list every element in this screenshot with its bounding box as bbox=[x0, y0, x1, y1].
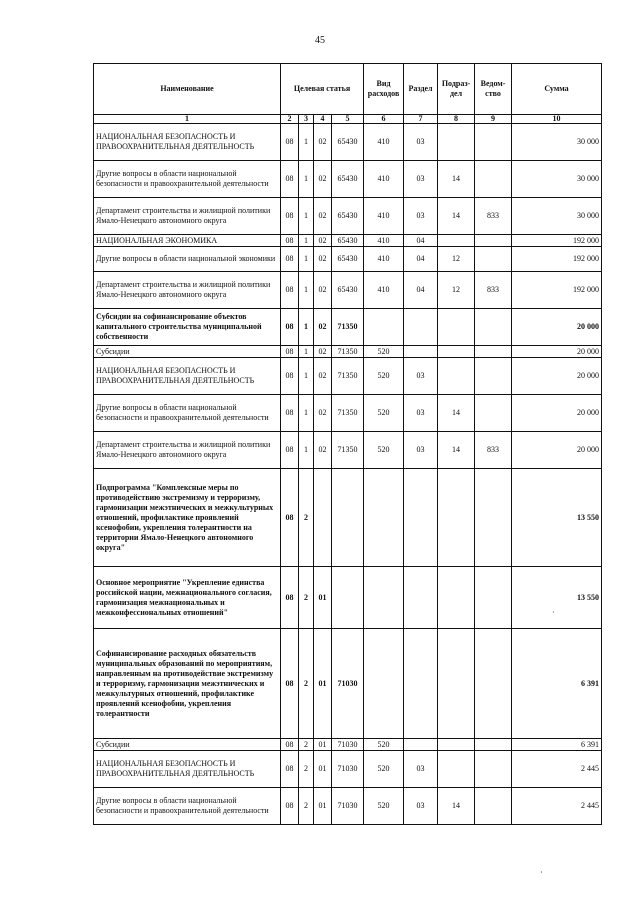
cell-program: 08 bbox=[281, 124, 299, 161]
cell-department: 833 bbox=[475, 198, 512, 235]
column-number-row bbox=[94, 115, 602, 124]
cell-name: Основное мероприятие "Укрепление единства российской нации, межнационального согласия, гармонизация межнациональных и межконфессиональных отношений" bbox=[94, 567, 281, 629]
cell-section: 03 bbox=[404, 198, 438, 235]
column-number: 9 bbox=[475, 115, 512, 124]
cell-measure: 02 bbox=[314, 161, 332, 198]
cell-department bbox=[475, 235, 512, 247]
cell-name: Субсидии bbox=[94, 346, 281, 358]
cell-program: 08 bbox=[281, 432, 299, 469]
column-number: 7 bbox=[404, 115, 438, 124]
cell-program: 08 bbox=[281, 469, 299, 567]
cell-subprogram: 1 bbox=[299, 432, 314, 469]
cell-section: 03 bbox=[404, 395, 438, 432]
cell-direction: 65430 bbox=[332, 272, 364, 309]
table-row bbox=[94, 395, 602, 432]
cell-measure: 02 bbox=[314, 346, 332, 358]
cell-measure: 02 bbox=[314, 358, 332, 395]
cell-measure: 01 bbox=[314, 567, 332, 629]
cell-kind: 520 bbox=[364, 432, 404, 469]
cell-section: 03 bbox=[404, 432, 438, 469]
cell-section: 03 bbox=[404, 788, 438, 825]
header-kind: Вид расходов bbox=[364, 64, 404, 115]
cell-name: Другие вопросы в области национальной безопасности и правоохранительной деятельности bbox=[94, 161, 281, 198]
cell-name: НАЦИОНАЛЬНАЯ БЕЗОПАСНОСТЬ И ПРАВООХРАНИТЕЛЬНАЯ ДЕЯТЕЛЬНОСТЬ bbox=[94, 358, 281, 395]
cell-section bbox=[404, 739, 438, 751]
cell-sum: 30 000 bbox=[512, 161, 602, 198]
cell-kind: 410 bbox=[364, 272, 404, 309]
cell-department bbox=[475, 739, 512, 751]
cell-kind bbox=[364, 469, 404, 567]
cell-subsection: 14 bbox=[438, 432, 475, 469]
column-number: 3 bbox=[299, 115, 314, 124]
table-row bbox=[94, 788, 602, 825]
budget-table bbox=[93, 63, 602, 825]
cell-direction bbox=[332, 469, 364, 567]
cell-kind: 410 bbox=[364, 247, 404, 272]
table-row bbox=[94, 629, 602, 739]
cell-subsection bbox=[438, 346, 475, 358]
cell-section bbox=[404, 346, 438, 358]
cell-direction: 71350 bbox=[332, 309, 364, 346]
cell-subprogram: 2 bbox=[299, 739, 314, 751]
cell-section: 04 bbox=[404, 247, 438, 272]
cell-kind bbox=[364, 629, 404, 739]
cell-program: 08 bbox=[281, 346, 299, 358]
cell-subsection bbox=[438, 739, 475, 751]
cell-name: НАЦИОНАЛЬНАЯ ЭКОНОМИКА bbox=[94, 235, 281, 247]
header-target: Целевая статья bbox=[281, 64, 364, 115]
cell-program: 08 bbox=[281, 235, 299, 247]
cell-section: 04 bbox=[404, 235, 438, 247]
cell-subprogram: 2 bbox=[299, 567, 314, 629]
cell-sum: 13 550 bbox=[512, 567, 602, 629]
cell-program: 08 bbox=[281, 247, 299, 272]
cell-measure: 01 bbox=[314, 739, 332, 751]
cell-program: 08 bbox=[281, 739, 299, 751]
header-sum: Сумма bbox=[512, 64, 602, 115]
cell-kind: 520 bbox=[364, 788, 404, 825]
cell-direction: 65430 bbox=[332, 198, 364, 235]
cell-program: 08 bbox=[281, 358, 299, 395]
cell-name: НАЦИОНАЛЬНАЯ БЕЗОПАСНОСТЬ И ПРАВООХРАНИТЕЛЬНАЯ ДЕЯТЕЛЬНОСТЬ bbox=[94, 751, 281, 788]
column-number: 5 bbox=[332, 115, 364, 124]
table-row bbox=[94, 309, 602, 346]
cell-section bbox=[404, 469, 438, 567]
header-section: Раздел bbox=[404, 64, 438, 115]
cell-kind: 520 bbox=[364, 358, 404, 395]
cell-direction: 71350 bbox=[332, 395, 364, 432]
table-row bbox=[94, 198, 602, 235]
table-row bbox=[94, 124, 602, 161]
cell-direction: 71030 bbox=[332, 751, 364, 788]
table-row bbox=[94, 235, 602, 247]
header-department: Ведом-ство bbox=[475, 64, 512, 115]
cell-direction: 65430 bbox=[332, 124, 364, 161]
cell-subprogram: 2 bbox=[299, 469, 314, 567]
cell-program: 08 bbox=[281, 751, 299, 788]
cell-program: 08 bbox=[281, 309, 299, 346]
cell-name: Софинансирование расходных обязательств муниципальных образований по мероприятиям, направленным на противодействие экстремизму и терроризму, гармонизации межэтнических и межкультурных отношений, профилактике проявлений ксенофобии, укрепления толерантности bbox=[94, 629, 281, 739]
cell-kind: 410 bbox=[364, 124, 404, 161]
cell-name: Подпрограмма "Комплексные меры по противодействию экстремизму и терроризму, гармонизации межэтнических и межкультурных отношений, профилактике проявлений ксенофобии, укрепления толерантности на территории Ямало-Ненецкого автономного округа" bbox=[94, 469, 281, 567]
cell-kind bbox=[364, 567, 404, 629]
cell-subprogram: 2 bbox=[299, 788, 314, 825]
column-number: 4 bbox=[314, 115, 332, 124]
cell-subsection: 14 bbox=[438, 788, 475, 825]
cell-kind: 410 bbox=[364, 235, 404, 247]
cell-section: 03 bbox=[404, 358, 438, 395]
cell-subsection bbox=[438, 469, 475, 567]
cell-measure: 01 bbox=[314, 629, 332, 739]
cell-direction: 65430 bbox=[332, 247, 364, 272]
cell-kind: 520 bbox=[364, 346, 404, 358]
cell-subprogram: 1 bbox=[299, 247, 314, 272]
cell-measure: 02 bbox=[314, 272, 332, 309]
cell-subsection bbox=[438, 629, 475, 739]
cell-department bbox=[475, 161, 512, 198]
cell-name: Департамент строительства и жилищной политики Ямало-Ненецкого автономного округа bbox=[94, 198, 281, 235]
cell-program: 08 bbox=[281, 567, 299, 629]
column-number: 6 bbox=[364, 115, 404, 124]
cell-sum: 6 391 bbox=[512, 629, 602, 739]
cell-subprogram: 1 bbox=[299, 198, 314, 235]
cell-subsection bbox=[438, 567, 475, 629]
cell-kind: 520 bbox=[364, 739, 404, 751]
cell-subprogram: 1 bbox=[299, 346, 314, 358]
cell-name: Департамент строительства и жилищной политики Ямало-Ненецкого автономного округа bbox=[94, 272, 281, 309]
cell-subsection bbox=[438, 309, 475, 346]
cell-program: 08 bbox=[281, 788, 299, 825]
cell-subsection bbox=[438, 751, 475, 788]
cell-section: 03 bbox=[404, 751, 438, 788]
header-subsection: Подраз-дел bbox=[438, 64, 475, 115]
cell-section bbox=[404, 629, 438, 739]
table-row bbox=[94, 739, 602, 751]
column-number: 1 bbox=[94, 115, 281, 124]
cell-name: Другие вопросы в области национальной безопасности и правоохранительной деятельности bbox=[94, 395, 281, 432]
table-row bbox=[94, 272, 602, 309]
cell-direction bbox=[332, 567, 364, 629]
scan-dot: · bbox=[540, 868, 543, 877]
cell-subsection bbox=[438, 124, 475, 161]
cell-direction: 71350 bbox=[332, 358, 364, 395]
page-number: 45 bbox=[315, 35, 325, 46]
cell-measure: 01 bbox=[314, 751, 332, 788]
cell-department bbox=[475, 124, 512, 161]
cell-direction: 65430 bbox=[332, 161, 364, 198]
cell-direction: 71030 bbox=[332, 739, 364, 751]
column-number: 10 bbox=[512, 115, 602, 124]
cell-program: 08 bbox=[281, 198, 299, 235]
cell-direction: 71030 bbox=[332, 788, 364, 825]
cell-direction: 71350 bbox=[332, 346, 364, 358]
cell-subprogram: 1 bbox=[299, 124, 314, 161]
cell-department bbox=[475, 469, 512, 567]
cell-department bbox=[475, 788, 512, 825]
cell-section: 04 bbox=[404, 272, 438, 309]
header-row bbox=[94, 64, 602, 115]
cell-subsection: 14 bbox=[438, 161, 475, 198]
cell-department bbox=[475, 751, 512, 788]
cell-program: 08 bbox=[281, 161, 299, 198]
cell-measure: 01 bbox=[314, 788, 332, 825]
cell-program: 08 bbox=[281, 395, 299, 432]
cell-sum: 20 000 bbox=[512, 309, 602, 346]
cell-department bbox=[475, 567, 512, 629]
cell-sum: 20 000 bbox=[512, 432, 602, 469]
cell-department: 833 bbox=[475, 272, 512, 309]
cell-subsection: 12 bbox=[438, 247, 475, 272]
cell-sum: 2 445 bbox=[512, 751, 602, 788]
cell-subprogram: 2 bbox=[299, 751, 314, 788]
cell-department bbox=[475, 309, 512, 346]
cell-direction: 71350 bbox=[332, 432, 364, 469]
cell-sum: 2 445 bbox=[512, 788, 602, 825]
cell-department bbox=[475, 247, 512, 272]
cell-name: Другие вопросы в области национальной безопасности и правоохранительной деятельности bbox=[94, 788, 281, 825]
table-row bbox=[94, 358, 602, 395]
table-row bbox=[94, 469, 602, 567]
cell-sum: 6 391 bbox=[512, 739, 602, 751]
cell-measure: 02 bbox=[314, 432, 332, 469]
cell-name: Другие вопросы в области национальной экономики bbox=[94, 247, 281, 272]
cell-name: НАЦИОНАЛЬНАЯ БЕЗОПАСНОСТЬ И ПРАВООХРАНИТЕЛЬНАЯ ДЕЯТЕЛЬНОСТЬ bbox=[94, 124, 281, 161]
table-row bbox=[94, 161, 602, 198]
cell-sum: 192 000 bbox=[512, 247, 602, 272]
header-name: Наименование bbox=[94, 64, 281, 115]
cell-department bbox=[475, 629, 512, 739]
cell-sum: 192 000 bbox=[512, 272, 602, 309]
cell-subsection bbox=[438, 235, 475, 247]
cell-department: 833 bbox=[475, 432, 512, 469]
cell-name: Субсидии bbox=[94, 739, 281, 751]
cell-subprogram: 1 bbox=[299, 235, 314, 247]
cell-measure: 02 bbox=[314, 247, 332, 272]
cell-name: Субсидии на софинансирование объектов капитального строительства муниципальной собственности bbox=[94, 309, 281, 346]
cell-subsection bbox=[438, 358, 475, 395]
cell-department bbox=[475, 346, 512, 358]
cell-department bbox=[475, 358, 512, 395]
column-number: 8 bbox=[438, 115, 475, 124]
table-row bbox=[94, 567, 602, 629]
table-row bbox=[94, 346, 602, 358]
cell-department bbox=[475, 395, 512, 432]
cell-measure: 02 bbox=[314, 235, 332, 247]
cell-sum: 30 000 bbox=[512, 124, 602, 161]
cell-kind: 520 bbox=[364, 751, 404, 788]
cell-direction: 65430 bbox=[332, 235, 364, 247]
cell-section: 03 bbox=[404, 161, 438, 198]
scan-dot: · bbox=[552, 608, 555, 617]
cell-section bbox=[404, 567, 438, 629]
cell-sum: 192 000 bbox=[512, 235, 602, 247]
cell-kind bbox=[364, 309, 404, 346]
cell-subsection: 14 bbox=[438, 395, 475, 432]
cell-sum: 20 000 bbox=[512, 358, 602, 395]
cell-subprogram: 1 bbox=[299, 395, 314, 432]
cell-sum: 20 000 bbox=[512, 395, 602, 432]
cell-name: Департамент строительства и жилищной политики Ямало-Ненецкого автономного округа bbox=[94, 432, 281, 469]
cell-measure: 02 bbox=[314, 309, 332, 346]
cell-kind: 520 bbox=[364, 395, 404, 432]
cell-measure: 02 bbox=[314, 395, 332, 432]
cell-subprogram: 1 bbox=[299, 272, 314, 309]
cell-subprogram: 2 bbox=[299, 629, 314, 739]
cell-kind: 410 bbox=[364, 198, 404, 235]
table-body bbox=[94, 124, 602, 825]
table-row bbox=[94, 432, 602, 469]
cell-program: 08 bbox=[281, 629, 299, 739]
cell-direction: 71030 bbox=[332, 629, 364, 739]
cell-subprogram: 1 bbox=[299, 358, 314, 395]
cell-section bbox=[404, 309, 438, 346]
cell-subprogram: 1 bbox=[299, 309, 314, 346]
cell-measure bbox=[314, 469, 332, 567]
cell-measure: 02 bbox=[314, 124, 332, 161]
column-number: 2 bbox=[281, 115, 299, 124]
table-row bbox=[94, 247, 602, 272]
cell-sum: 30 000 bbox=[512, 198, 602, 235]
cell-subsection: 12 bbox=[438, 272, 475, 309]
cell-subprogram: 1 bbox=[299, 161, 314, 198]
cell-measure: 02 bbox=[314, 198, 332, 235]
cell-sum: 13 550 bbox=[512, 469, 602, 567]
cell-kind: 410 bbox=[364, 161, 404, 198]
table-row bbox=[94, 751, 602, 788]
cell-program: 08 bbox=[281, 272, 299, 309]
cell-section: 03 bbox=[404, 124, 438, 161]
cell-subsection: 14 bbox=[438, 198, 475, 235]
cell-sum: 20 000 bbox=[512, 346, 602, 358]
